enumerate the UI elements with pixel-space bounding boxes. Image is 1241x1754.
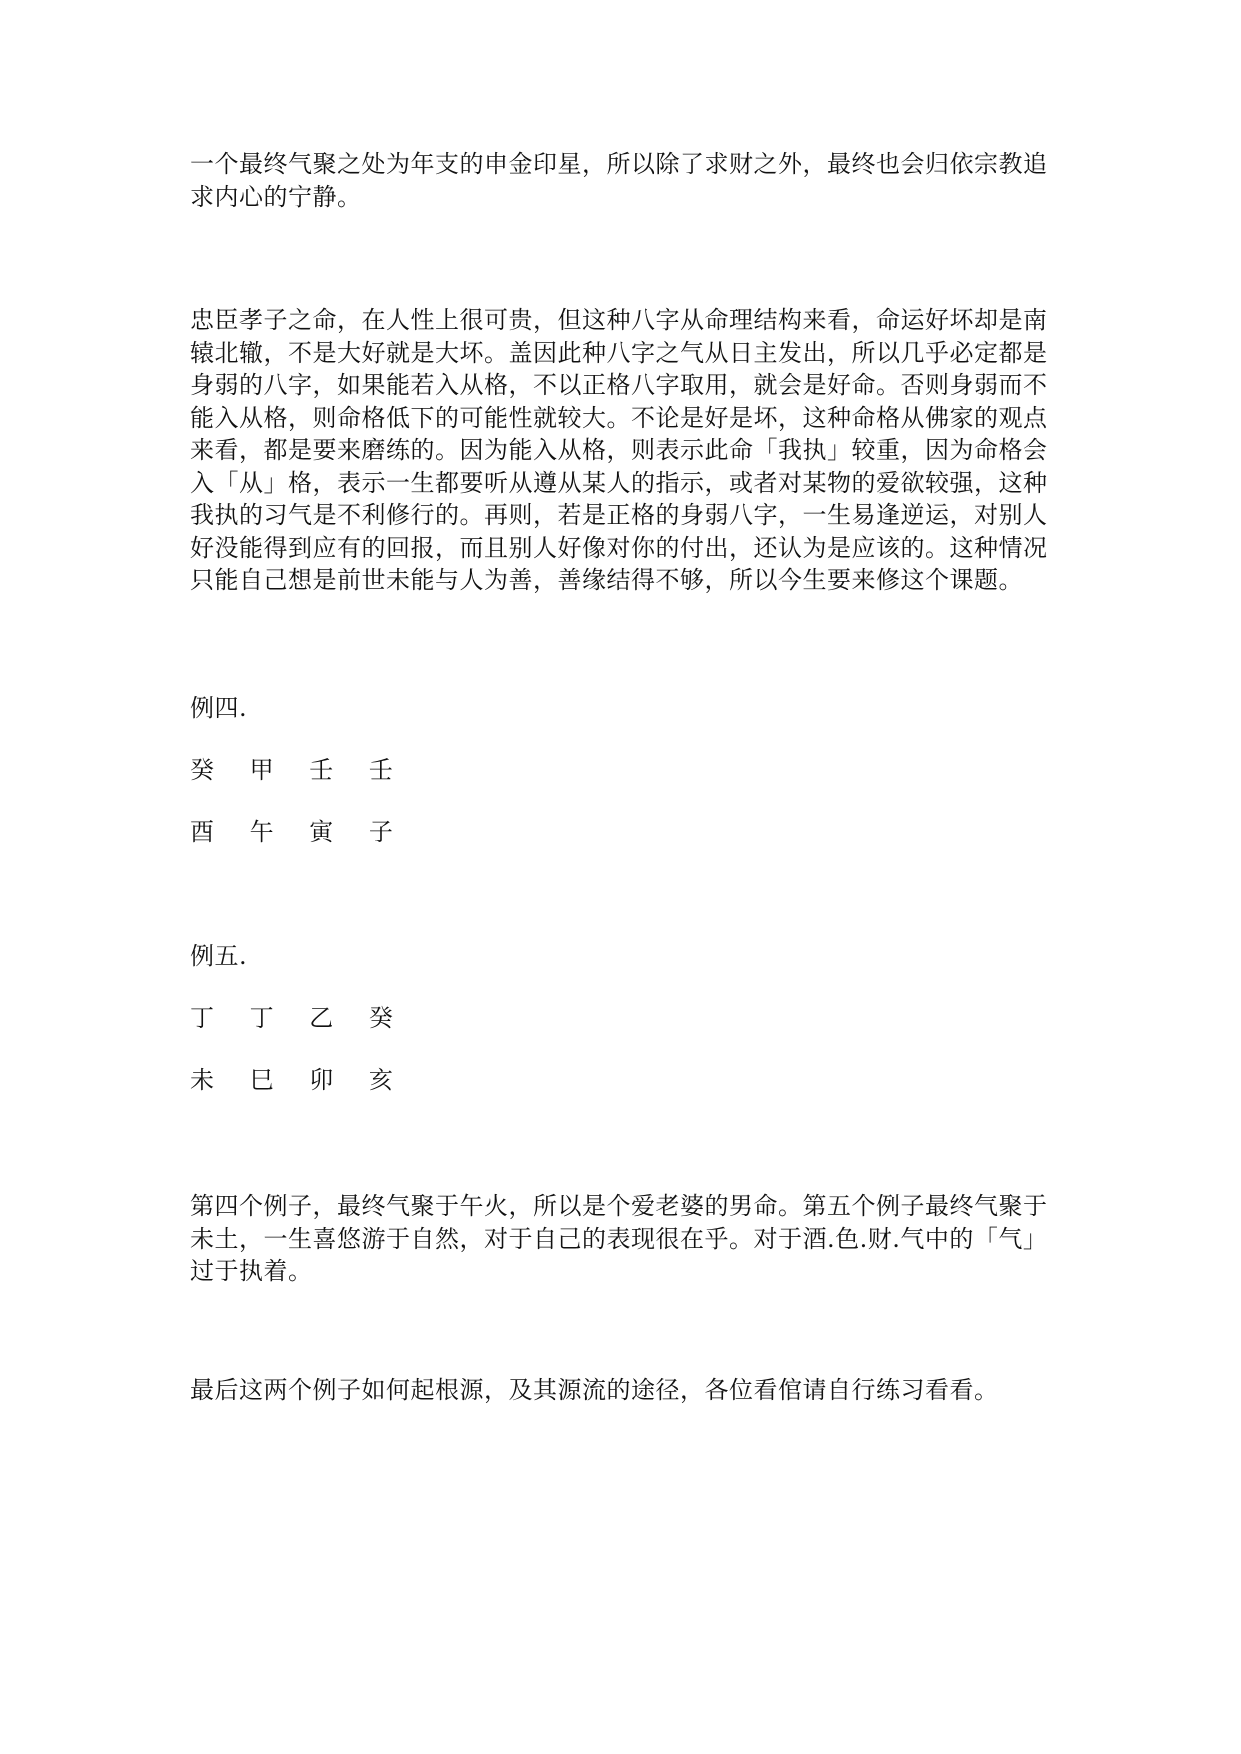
example-4-earthly-branches: 酉 午 寅 子 <box>190 818 407 846</box>
paragraph: 第四个例子，最终气聚于午火，所以是个爱老婆的男命。第五个例子最终气聚于未土，一生喜悠游于自然，对于自己的表现很在乎。对于酒.色.财.气中的「气」过于执着。 <box>190 1192 1048 1285</box>
example-5-title: 例五. <box>190 942 248 970</box>
paragraph: 一个最终气聚之处为年支的申金印星，所以除了求财之外，最终也会归依宗教追求内心的宁静。 <box>190 150 1048 211</box>
paragraph: 忠臣孝子之命，在人性上很可贵，但这种八字从命理结构来看，命运好坏却是南辕北辙，不是大好就是大坏。盖因此种八字之气从日主发出，所以几乎必定都是身弱的八字，如果能若入从格，不以正格八字取用，就会是好命。否则身弱而不能入从格，则命格低下的可能性就较大。不论是好是坏，这种命格从佛家的观点来看，都是要来磨练的。因为能入从格，则表示此命「我执」较重，因为命格会入「从」格，表示一生都要听从遵从某人的指示，或者对某物的爱欲较强，这种我执的习气是不利修行的。再则，若是正格的身弱八字，一生易逢逆运，对别人好没能得到应有的回报，而且别人好像对你的付出，还认为是应该的。这种情况只能自己想是前世未能与人为善，善缘结得不够，所以今生要来修这个课题。 <box>190 306 1048 594</box>
example-5-heavenly-stems: 丁 丁 乙 癸 <box>190 1004 407 1032</box>
example-5-earthly-branches: 未 巳 卯 亥 <box>190 1066 407 1094</box>
example-4-heavenly-stems: 癸 甲 壬 壬 <box>190 756 407 784</box>
paragraph: 最后这两个例子如何起根源，及其源流的途径，各位看倌请自行练习看看。 <box>190 1376 999 1404</box>
example-4-title: 例四. <box>190 694 248 722</box>
